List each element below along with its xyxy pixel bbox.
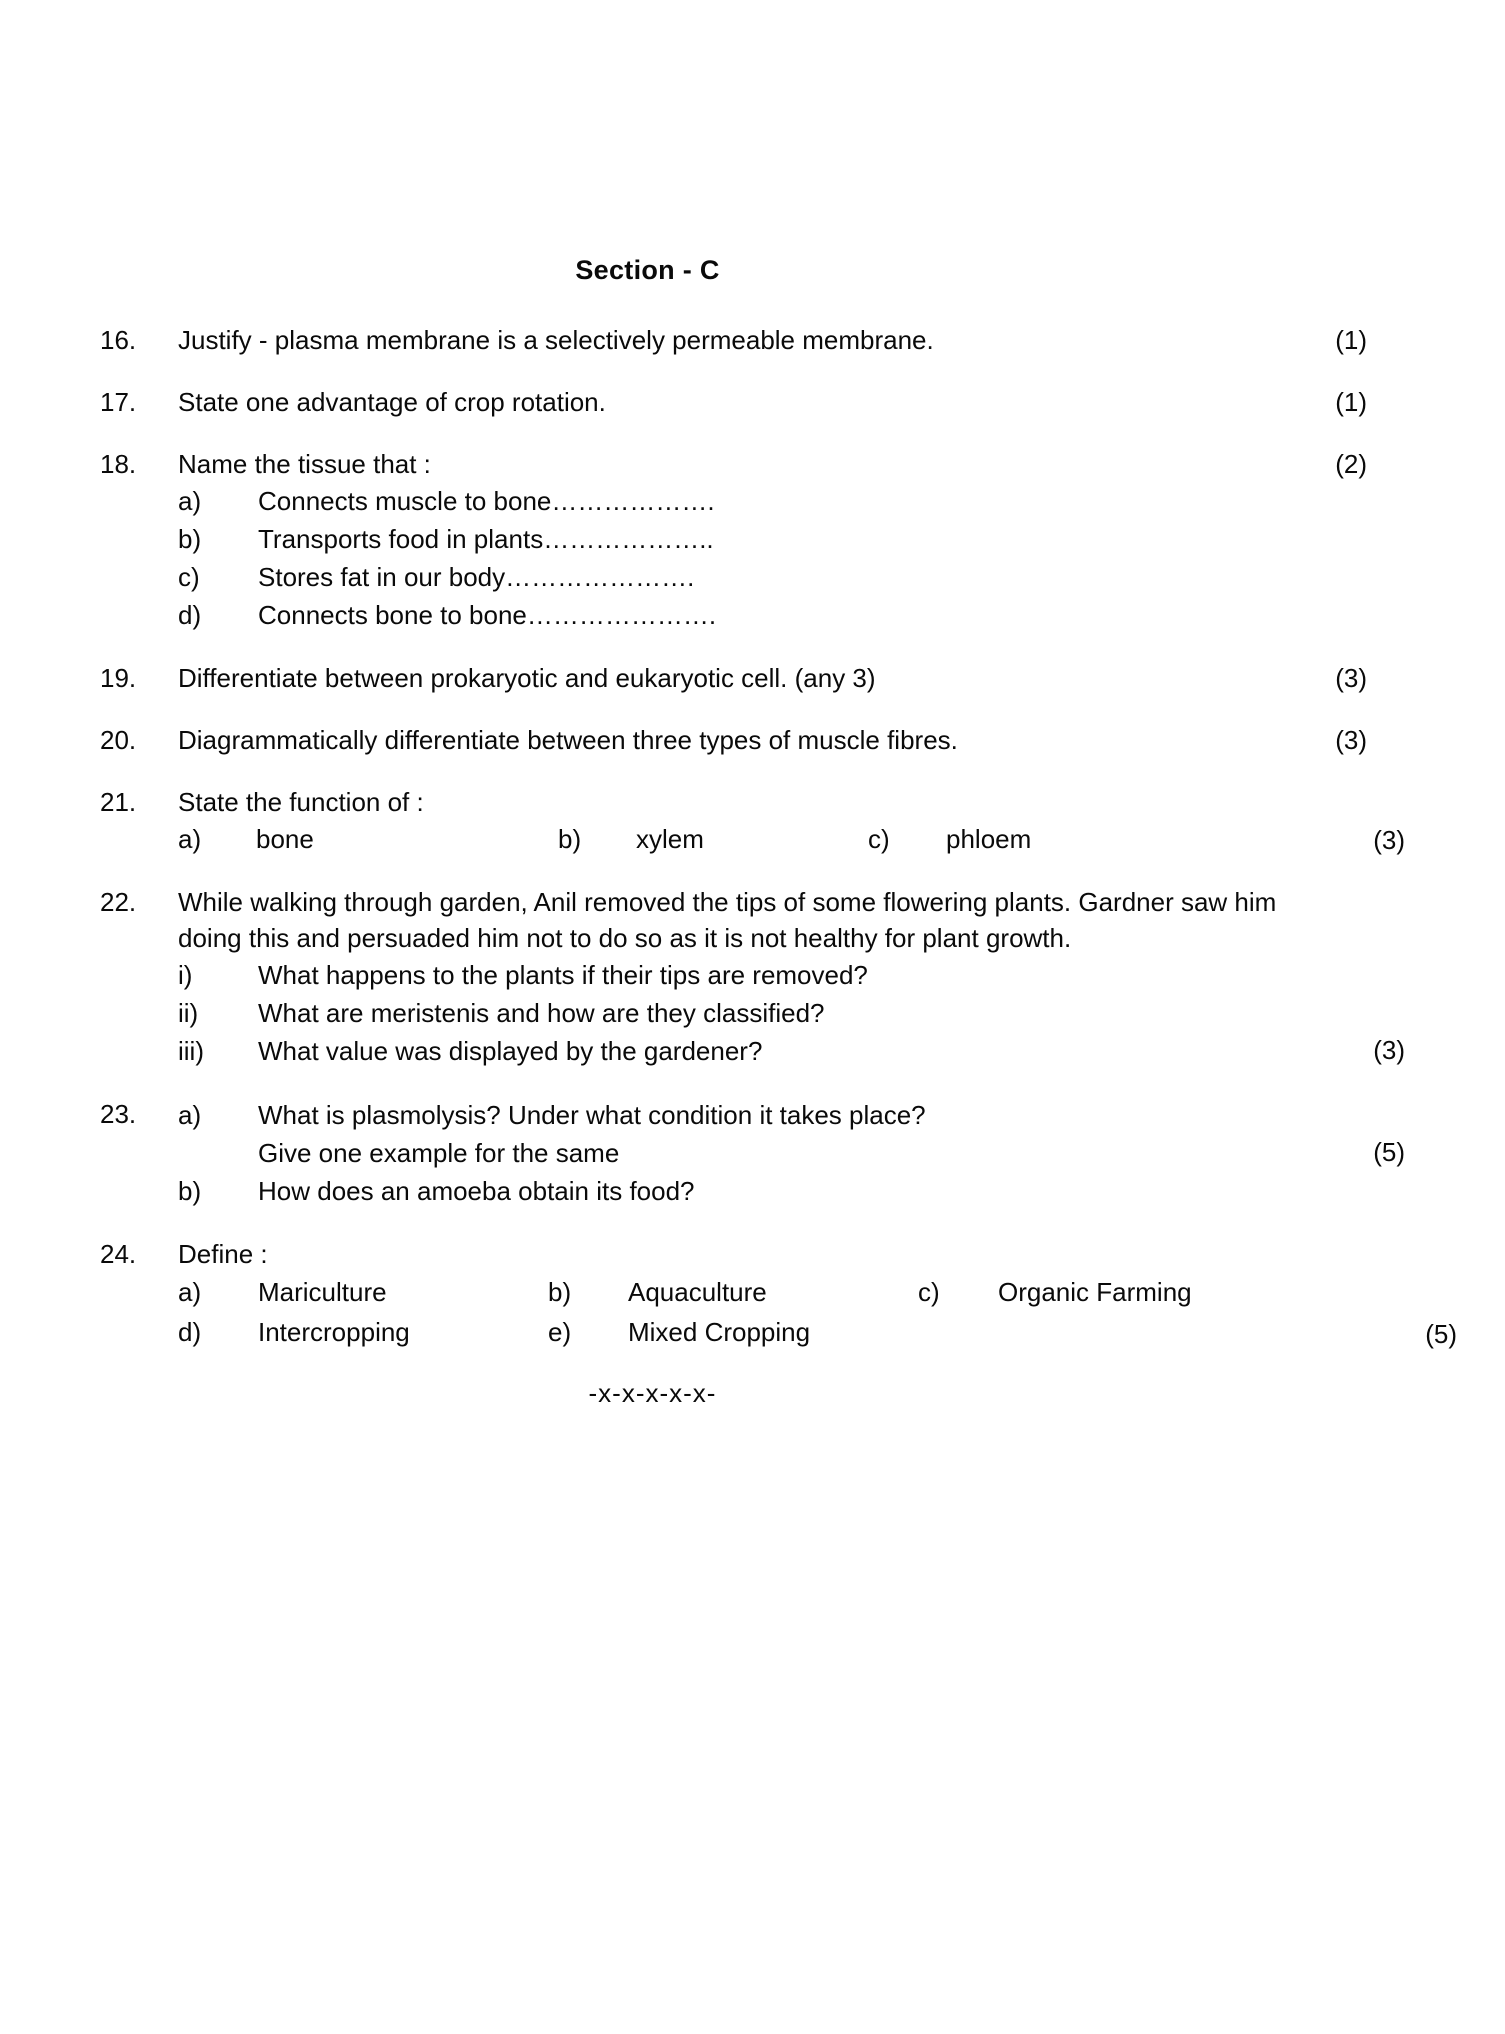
section-title: Section - C — [575, 255, 720, 285]
subitem-text: Transports food in plants……………….. — [258, 524, 714, 554]
question-text: Diagrammatically differentiate between three types of muscle fibres. — [178, 725, 958, 755]
question-number: 21. — [100, 787, 137, 817]
question-subitems — [178, 956, 1297, 1070]
list-item — [558, 820, 868, 858]
question-text: State one advantage of crop rotation. — [178, 387, 606, 417]
question-number: 23. — [100, 1099, 137, 1129]
subitem-text: What are meristenis and how are they classified? — [258, 998, 825, 1028]
question-body — [178, 884, 1405, 1070]
question-subitems — [178, 482, 1297, 634]
list-item — [178, 994, 1297, 1032]
question-number: 16. — [100, 325, 137, 355]
define-label: c) — [918, 1277, 940, 1307]
subitem-label: c) — [178, 562, 200, 592]
question-body — [178, 1096, 1405, 1210]
question-text: Differentiate between prokaryotic and eukaryotic cell. (any 3) — [178, 663, 876, 693]
option-text: bone — [256, 824, 314, 854]
list-item — [868, 820, 1168, 858]
list-item — [178, 596, 1297, 634]
question-row-24 — [100, 1236, 1457, 1352]
subitem-label: ii) — [178, 998, 199, 1028]
list-item — [178, 558, 1297, 596]
subitem-label: b) — [178, 1176, 202, 1206]
define-text: Mixed Cropping — [628, 1317, 811, 1347]
question-marks: (5) — [1425, 1319, 1457, 1349]
question-row-16 — [100, 322, 1405, 358]
subitem-text: Connects muscle to bone………………. — [258, 486, 715, 516]
question-number: 17. — [100, 387, 137, 417]
question-text: State the function of : — [178, 787, 424, 817]
list-item — [178, 1172, 1297, 1210]
question-options — [178, 820, 1297, 858]
question-marks: (3) — [1373, 825, 1405, 855]
question-marks: (2) — [1335, 449, 1367, 479]
question-row-17 — [100, 384, 1405, 420]
option-label: b) — [558, 824, 582, 854]
subitem-text: What is plasmolysis? Under what condition it takes place? — [258, 1100, 926, 1130]
define-row — [178, 1312, 1297, 1352]
question-row-19 — [100, 660, 1405, 696]
define-label: b) — [548, 1277, 572, 1307]
list-item — [178, 520, 1297, 558]
question-marks: (1) — [1335, 325, 1367, 355]
question-text: Justify - plasma membrane is a selectively permeable membrane. — [178, 325, 934, 355]
subitem-label: i) — [178, 960, 193, 990]
question-row-20 — [100, 722, 1405, 758]
subitem-label: a) — [178, 486, 202, 516]
subitem-label: b) — [178, 524, 202, 554]
question-marks: (3) — [1335, 725, 1367, 755]
question-number: 20. — [100, 725, 137, 755]
question-row-22 — [100, 884, 1405, 1070]
define-row — [178, 1272, 1297, 1312]
subitem-text: What happens to the plants if their tips are removed? — [258, 960, 868, 990]
subitem-text: Connects bone to bone…………………. — [258, 600, 717, 630]
question-number: 19. — [100, 663, 137, 693]
subitem-text: Give one example for the same — [258, 1138, 620, 1168]
question-row-18 — [100, 446, 1405, 634]
question-number: 22. — [100, 887, 137, 917]
list-item — [178, 1032, 1297, 1070]
end-of-paper-marker: -x-x-x-x-x- — [588, 1378, 717, 1408]
option-text: phloem — [946, 824, 1032, 854]
subitem-label: a) — [178, 1100, 202, 1130]
list-item — [178, 1096, 1297, 1134]
subitem-text: What value was displayed by the gardener? — [258, 1036, 763, 1066]
option-text: xylem — [636, 824, 704, 854]
question-body — [178, 446, 1297, 634]
define-label: d) — [178, 1317, 202, 1347]
subitem-label: iii) — [178, 1036, 204, 1066]
define-text: Organic Farming — [998, 1277, 1192, 1307]
question-text: Name the tissue that : — [178, 449, 431, 479]
define-text: Mariculture — [258, 1277, 387, 1307]
list-item — [178, 820, 558, 858]
define-text: Aquaculture — [628, 1277, 767, 1307]
question-number: 18. — [100, 449, 137, 479]
option-label: c) — [868, 824, 890, 854]
question-row-21 — [100, 784, 1405, 858]
question-marks: (3) — [1335, 663, 1367, 693]
question-paper-body — [100, 255, 1457, 1409]
question-marks: (3) — [1373, 1035, 1405, 1065]
question-marks: (1) — [1335, 387, 1367, 417]
question-text: While walking through garden, Anil removed the tips of some flowering plants. Gardner saw him doing this and persuaded him not to do so as it is not healthy for plant growth. — [178, 887, 1277, 953]
question-subitems — [178, 1096, 1297, 1210]
question-number: 24. — [100, 1239, 137, 1269]
question-marks: (5) — [1373, 1137, 1405, 1167]
subitem-text: How does an amoeba obtain its food? — [258, 1176, 695, 1206]
define-label: a) — [178, 1277, 202, 1307]
define-text: Intercropping — [258, 1317, 410, 1347]
list-item — [178, 1134, 1297, 1172]
question-body — [178, 784, 1405, 858]
define-label: e) — [548, 1317, 572, 1347]
option-label: a) — [178, 824, 202, 854]
list-item — [178, 482, 1297, 520]
subitem-label: d) — [178, 600, 202, 630]
question-row-23 — [100, 1096, 1405, 1210]
list-item — [178, 956, 1297, 994]
subitem-text: Stores fat in our body…………………. — [258, 562, 695, 592]
question-body — [178, 1236, 1457, 1352]
question-text: Define : — [178, 1239, 268, 1269]
